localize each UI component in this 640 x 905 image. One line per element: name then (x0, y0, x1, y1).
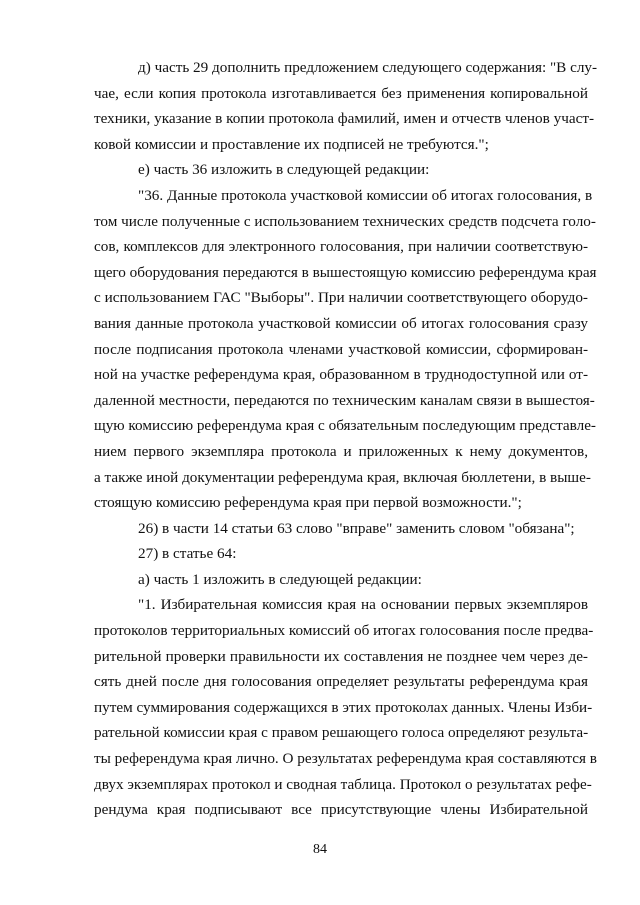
text-line: путем суммирования содержащихся в этих протоколах данных. Члены Изби- (94, 698, 593, 716)
paragraph-part-1 (94, 592, 597, 822)
text-line: чае, если копия протокола изготавливается без применения копировальной (94, 84, 588, 102)
text-line: вания данные протокола участковой комиссии об итогах голосования сразу (94, 314, 588, 332)
text-line: после подписания протокола членами участковой комиссии, сформирован- (94, 340, 588, 358)
document-body (94, 55, 598, 823)
text-line: а также иной документации референдума края, включая бюллетени, в выше- (94, 468, 591, 486)
text-line: щего оборудования передаются в вышестоящую комиссию референдума края (94, 263, 597, 281)
text-line: ты референдума края лично. О результатах референдума края составляются в (94, 750, 597, 768)
text-line: е) часть 36 изложить в следующей редакции: (138, 161, 430, 179)
text-line: сять дней после дня голосования определяет результаты референдума края (94, 673, 588, 691)
text-line: д) часть 29 дополнить предложением следующего содержания: "В слу- (138, 59, 598, 76)
text-line: сов, комплексов для электронного голосования, при наличии соответствую- (94, 238, 588, 256)
text-line: ковой комиссии и проставление их подписей не требуются."; (94, 135, 489, 153)
text-line: рательной комиссии края с правом решающего голоса определяют результа- (94, 724, 589, 742)
text-line: 27) в статье 64: (138, 545, 237, 563)
text-line: рительной проверки правильности их составления не позднее чем через де- (94, 647, 588, 665)
paragraph-amendment-e (94, 157, 588, 183)
paragraph-amendment-a (94, 567, 588, 593)
text-line: нием первого экземпляра протокола и приложенных к нему документов, (94, 442, 588, 460)
text-line: том числе полученные с использованием технических средств подсчета голо- (94, 212, 596, 230)
paragraph-amendment-d (94, 55, 598, 157)
text-line: 26) в части 14 статьи 63 слово "вправе" заменить словом "обязана"; (138, 519, 575, 537)
paragraph-item-27 (94, 541, 588, 567)
text-line: щую комиссию референдума края с обязательным последующим представле- (94, 417, 596, 435)
paragraph-item-26 (94, 516, 588, 542)
text-line: ной на участке референдума края, образованном в труднодоступной или от- (94, 366, 588, 384)
text-line: "36. Данные протокола участковой комиссии об итогах голосования, в (138, 186, 593, 204)
text-line: с использованием ГАС "Выборы". При наличии соответствующего оборудо- (94, 289, 588, 307)
text-line: техники, указание в копии протокола фамилий, имен и отчеств членов участ- (94, 110, 595, 128)
text-line: стоящую комиссию референдума края при первой возможности."; (94, 494, 522, 512)
text-line: а) часть 1 изложить в следующей редакции: (138, 570, 422, 588)
page-number: 84 (313, 842, 327, 857)
text-line: даленной местности, передаются по техническим каналам связи в вышестоя- (94, 391, 595, 409)
text-line: протоколов территориальных комиссий об итогах голосования после предва- (94, 622, 594, 640)
paragraph-part-36 (94, 183, 597, 516)
text-line: рендума края подписывают все присутствующие члены Избирательной (94, 801, 588, 819)
text-line: "1. Избирательная комиссия края на основании первых экземпляров (138, 596, 588, 614)
text-line: двух экземплярах протокол и сводная таблица. Протокол о результатах рефе- (94, 775, 592, 793)
